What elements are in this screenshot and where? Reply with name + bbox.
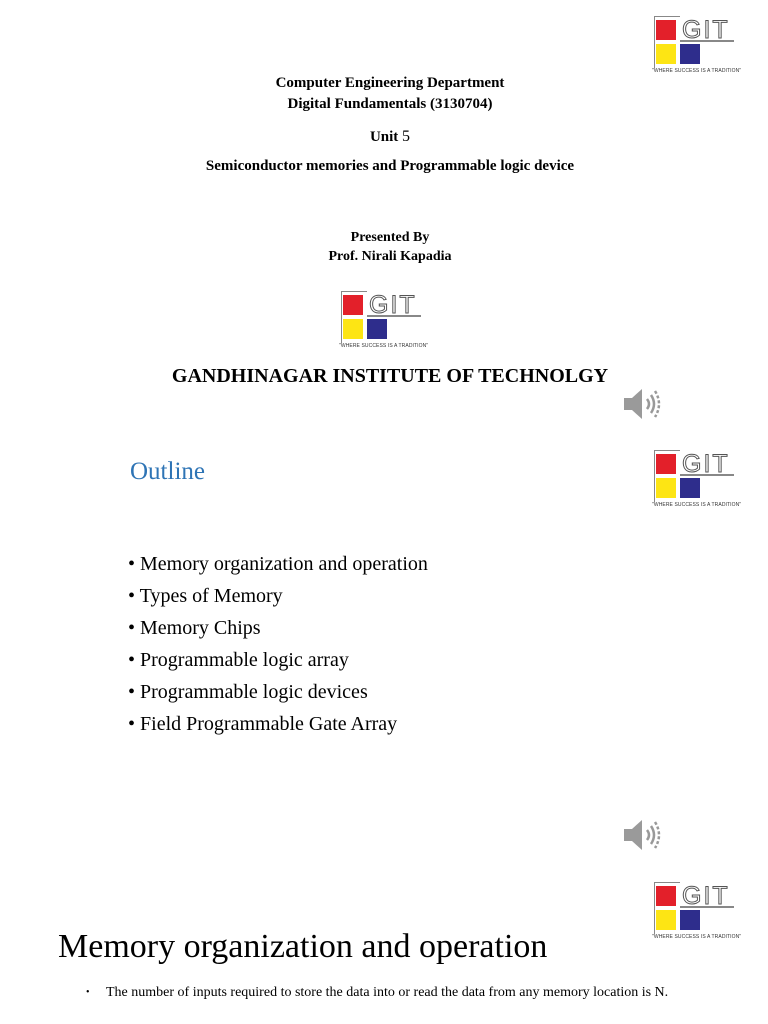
outline-list [128, 548, 428, 740]
institute-name: GANDHINAGAR INSTITUTE OF TECHNOLGY [171, 365, 609, 387]
list-item: • Programmable logic devices [128, 681, 368, 703]
speaker-icon[interactable] [622, 817, 664, 853]
topic-label: Semiconductor memories and Programmable logic device [205, 158, 575, 174]
bullet-text: The number of inputs required to store the data into or read the data from any memory location is N. [106, 985, 669, 1000]
unit-number: 5 [402, 128, 411, 145]
title-slide [0, 0, 768, 440]
git-logo [652, 450, 742, 510]
memory-slide [0, 872, 768, 1024]
slide-title: Memory organization and operation [58, 928, 548, 965]
git-logo [339, 291, 429, 351]
logo-text: GIT [682, 16, 730, 44]
logo-tagline: "WHERE SUCCESS IS A TRADITION" [652, 502, 742, 508]
bullet-item: • The number of inputs required to store the data into or read the data from any memory location is N. [88, 984, 678, 1002]
git-logo [652, 882, 742, 942]
logo-text: GIT [369, 291, 417, 319]
presented-by-label: Presented By [350, 230, 430, 245]
unit-heading [0, 128, 768, 146]
logo-tagline: "WHERE SUCCESS IS A TRADITION" [652, 68, 742, 74]
list-item: • Programmable logic array [128, 649, 349, 671]
outline-slide [0, 440, 768, 872]
logo-text: GIT [682, 882, 730, 910]
speaker-icon[interactable] [622, 386, 664, 422]
logo-tagline: "WHERE SUCCESS IS A TRADITION" [339, 343, 429, 349]
presenter-name: Prof. Nirali Kapadia [328, 249, 452, 264]
list-item: • Field Programmable Gate Array [128, 713, 398, 735]
course-label: Digital Fundamentals (3130704) [287, 96, 493, 112]
logo-text: GIT [682, 450, 730, 478]
unit-label: Unit [369, 129, 399, 145]
list-item: • Memory Chips [128, 617, 261, 639]
outline-title: Outline [130, 458, 205, 485]
list-item: • Types of Memory [128, 585, 283, 607]
department-label: Computer Engineering Department [275, 75, 505, 91]
git-logo [652, 16, 742, 76]
logo-tagline: "WHERE SUCCESS IS A TRADITION" [652, 934, 742, 940]
list-item: • Memory organization and operation [128, 553, 428, 575]
